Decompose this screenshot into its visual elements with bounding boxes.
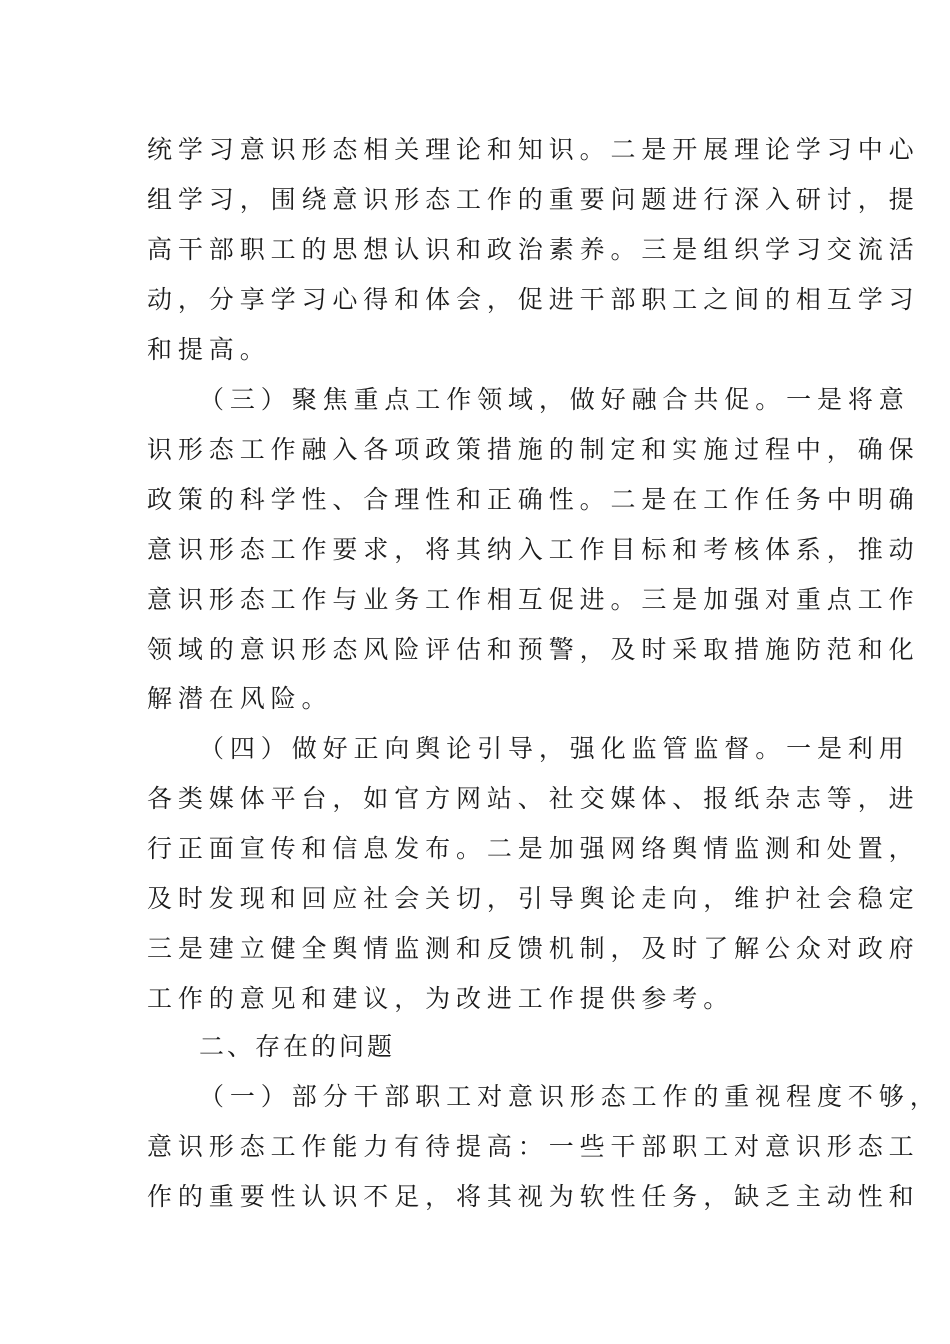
- text-line: 组学习，围绕意识形态工作的重要问题进行深入研讨，提: [147, 185, 920, 214]
- text-line: 工作的意见和建议，为改进工作提供参考。: [147, 984, 735, 1013]
- text-line: 解潜在风险。: [147, 684, 333, 713]
- text-line: 三是建立健全舆情监测和反馈机制，及时了解公众对政府: [147, 934, 920, 963]
- text-line: 及时发现和回应社会关切，引导舆论走向，维护社会稳定: [147, 884, 920, 913]
- text-line: 政策的科学性、合理性和正确性。二是在工作任务中明确: [147, 485, 920, 514]
- text-line: 意识形态工作能力有待提高：一些干部职工对意识形态工: [147, 1132, 920, 1161]
- text-line: 意识形态工作与业务工作相互促进。三是加强对重点工作: [147, 585, 920, 614]
- text-line: 动，分享学习心得和体会，促进干部职工之间的相互学习: [147, 285, 920, 314]
- paragraph-start-line: （四）做好正向舆论引导，强化监管监督。一是利用: [199, 734, 910, 763]
- text-line: 各类媒体平台，如官方网站、社交媒体、报纸杂志等，进: [147, 784, 920, 813]
- text-line: 和提高。: [147, 335, 271, 364]
- text-line: 作的重要性认识不足，将其视为软性任务，缺乏主动性和: [147, 1182, 920, 1211]
- text-line: 统学习意识形态相关理论和知识。二是开展理论学习中心: [147, 135, 920, 164]
- text-line: 领域的意识形态风险评估和预警，及时采取措施防范和化: [147, 635, 920, 664]
- text-line: 高干部职工的思想认识和政治素养。三是组织学习交流活: [147, 235, 920, 264]
- text-line: 意识形态工作要求，将其纳入工作目标和考核体系，推动: [147, 535, 920, 564]
- text-line: 识形态工作融入各项政策措施的制定和实施过程中，确保: [147, 435, 920, 464]
- paragraph-start-line: （三）聚焦重点工作领域，做好融合共促。一是将意: [199, 385, 910, 414]
- paragraph-start-line: （一）部分干部职工对意识形态工作的重视程度不够，: [199, 1082, 941, 1111]
- section-heading: 二、存在的问题: [199, 1032, 396, 1061]
- text-line: 行正面宣传和信息发布。二是加强网络舆情监测和处置，: [147, 834, 920, 863]
